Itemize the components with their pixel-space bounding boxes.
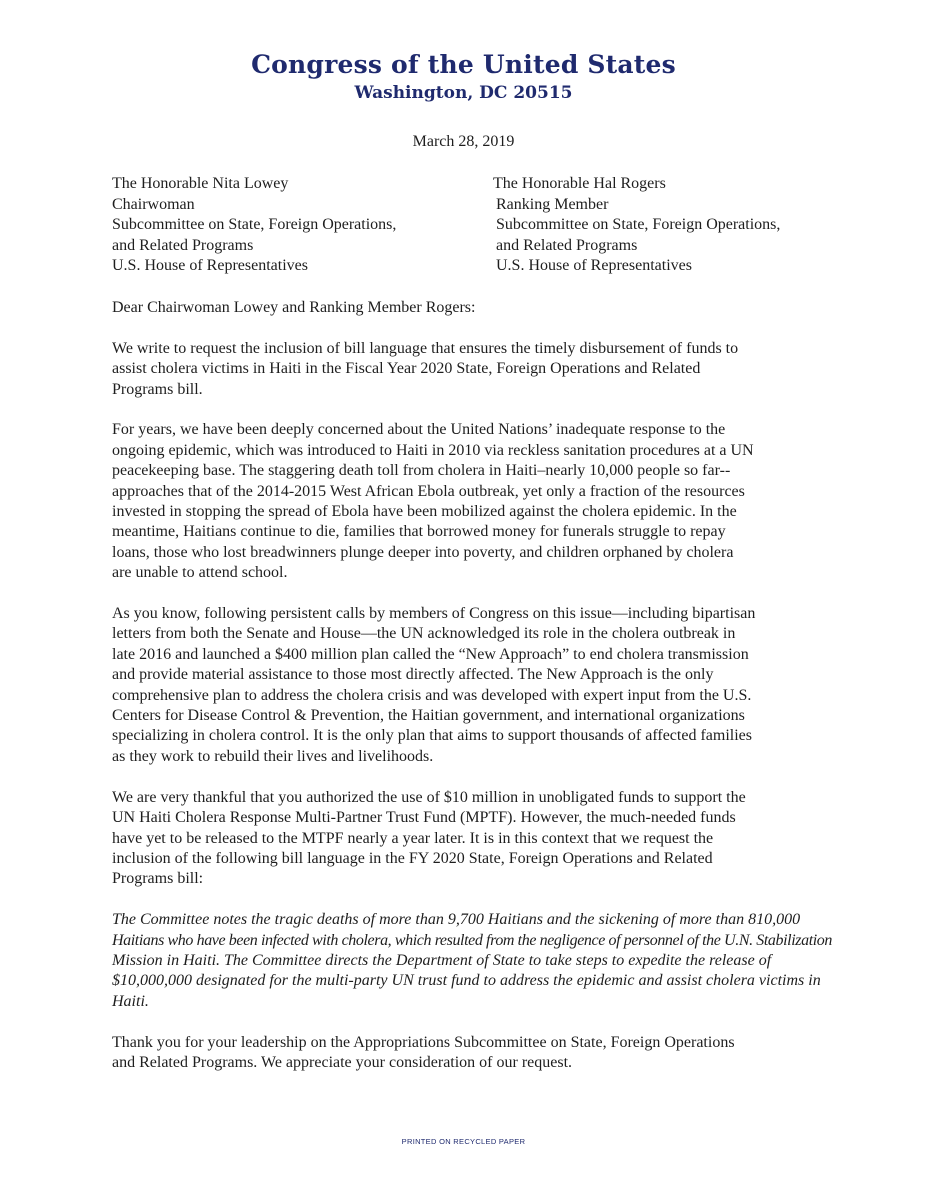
paragraph-funds (112, 788, 832, 890)
body-line: We are very thankful that you authorized the use of $10 million in unobligated funds to support the (112, 788, 746, 806)
closing-paragraph (112, 1033, 832, 1074)
body-line: assist cholera victims in Haiti in the Fiscal Year 2020 State, Foreign Operations and Related (112, 360, 701, 378)
body-line: invested in stopping the spread of Ebola have been mobilized against the cholera epidemic. In the (112, 503, 737, 521)
letter-date: March 28, 2019 (412, 133, 515, 150)
recipient-line: and Related Programs (112, 236, 254, 254)
body-line: and provide material assistance to those most directly affected. The New Approach is the only (112, 666, 714, 684)
body-line: As you know, following persistent calls by members of Congress on this issue—including bipartisan (112, 605, 756, 623)
salutation-line: Dear Chairwoman Lowey and Ranking Member Rogers: (112, 299, 476, 316)
body-line: ongoing epidemic, which was introduced to Haiti in 2010 via reckless sanitation procedures at a UN (112, 441, 754, 459)
body-line: peacekeeping base. The staggering death toll from cholera in Haiti–nearly 10,000 people so far-- (112, 462, 731, 480)
body-line: We write to request the inclusion of bill language that ensures the timely disbursement of funds to (112, 339, 739, 357)
paragraph-concern (112, 420, 832, 583)
body-line: Centers for Disease Control & Prevention, the Haitian government, and international organizations (112, 707, 745, 725)
salutation (112, 298, 832, 318)
body-line: inclusion of the following bill language in the FY 2020 State, Foreign Operations and Related (112, 849, 713, 867)
recipient-line: Subcommittee on State, Foreign Operations, (112, 216, 397, 233)
recipient-line: The Honorable Hal Rogers (493, 175, 666, 192)
body-line: are unable to attend school. (112, 564, 288, 582)
body-line: Programs bill. (112, 380, 203, 398)
quote-line: The Committee notes the tragic deaths of more than 9,700 Haitians and the sickening of more than 810,000 (112, 911, 801, 929)
letterhead-title: Congress of the United States (251, 50, 676, 79)
quote-line: Haitians who have been infected with cholera, which resulted from the negligence of personnel of the U.N. Stabilization (112, 931, 832, 949)
bill-language-quote (112, 910, 832, 1012)
quote-line: Haiti. (112, 992, 149, 1010)
body-line: letters from both the Senate and House—the UN acknowledged its role in the cholera outbreak in (112, 625, 736, 643)
letter-body (112, 298, 832, 1094)
letterhead (0, 50, 927, 103)
body-line: have yet to be released to the MTPF nearly a year later. It is in this context that we request the (112, 829, 714, 847)
recipient-block-lowey (112, 174, 396, 277)
recipient-line: The Honorable Nita Lowey (112, 175, 289, 192)
recipient-line: Subcommittee on State, Foreign Operations, (496, 216, 781, 233)
recipient-line: and Related Programs (496, 236, 638, 254)
body-line: and Related Programs. We appreciate your consideration of our request. (112, 1053, 573, 1071)
letterhead-address: Washington, DC 20515 (354, 83, 573, 103)
recipient-line: Chairwoman (112, 195, 195, 213)
body-line: meantime, Haitians continue to die, families that borrowed money for funerals struggle to repay (112, 523, 726, 541)
body-line: UN Haiti Cholera Response Multi-Partner Trust Fund (MPTF). However, the much-needed funds (112, 809, 736, 827)
quote-line: $10,000,000 designated for the multi-party UN trust fund to address the epidemic and assist cholera victims in (112, 972, 821, 990)
body-line: late 2016 and launched a $400 million plan called the “New Approach” to end cholera transmission (112, 645, 749, 663)
body-line: For years, we have been deeply concerned about the United Nations’ inadequate response to the (112, 421, 726, 439)
quote-line: Mission in Haiti. The Committee directs the Department of State to take steps to expedite the release of (112, 951, 772, 969)
body-line: as they work to rebuild their lives and livelihoods. (112, 747, 434, 765)
body-line: specializing in cholera control. It is the only plan that aims to support thousands of affected families (112, 727, 752, 745)
body-line: comprehensive plan to address the cholera crisis and was developed with expert input from the U.S. (112, 686, 752, 704)
paragraph-request (112, 339, 832, 400)
recipient-line: U.S. House of Representatives (496, 257, 692, 274)
body-line: Thank you for your leadership on the Appropriations Subcommittee on State, Foreign Operations (112, 1033, 735, 1051)
recycled-paper-footer: PRINTED ON RECYCLED PAPER (401, 1137, 526, 1146)
recipient-block-rogers (493, 174, 780, 277)
recipient-line: Ranking Member (496, 195, 609, 213)
paragraph-new-approach (112, 604, 832, 767)
recipient-line: U.S. House of Representatives (112, 257, 308, 274)
body-line: approaches that of the 2014-2015 West African Ebola outbreak, yet only a fraction of the resources (112, 482, 745, 500)
body-line: Programs bill: (112, 870, 204, 888)
body-line: loans, those who lost breadwinners plunge deeper into poverty, and children orphaned by cholera (112, 543, 734, 561)
